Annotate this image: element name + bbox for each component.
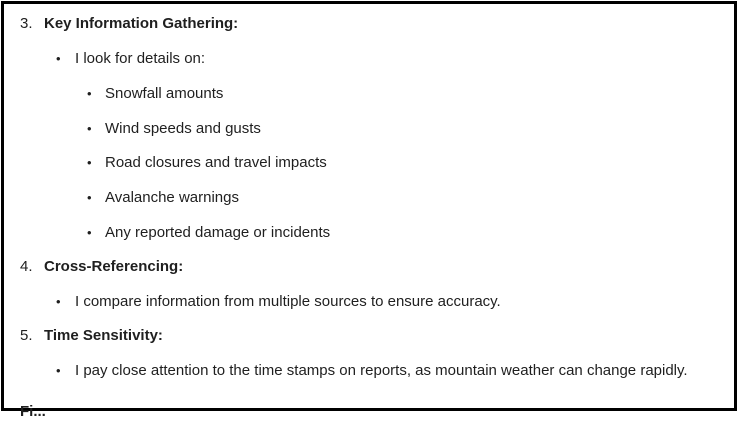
bullet-text: I look for details on: xyxy=(75,50,206,67)
list-number: 4. xyxy=(20,258,33,275)
list-number: 5. xyxy=(20,327,33,344)
bullet-text: I pay close attention to the time stamps on reports, as mountain weather can change rapidly. xyxy=(75,362,688,379)
section-heading: Time Sensitivity: xyxy=(44,327,163,344)
content-frame xyxy=(1,1,737,420)
bullet-glyph: • xyxy=(87,190,92,205)
bullet-glyph: • xyxy=(87,121,92,136)
bullet-text: I compare information from multiple sources to ensure accuracy. xyxy=(75,293,501,310)
sub-bullet-text: Avalanche warnings xyxy=(105,189,239,206)
sub-bullet-text: Any reported damage or incidents xyxy=(105,224,331,241)
bullet-glyph: • xyxy=(87,225,92,240)
bullet-glyph: • xyxy=(56,51,61,66)
bullet-glyph: • xyxy=(56,294,61,309)
bullet-glyph: • xyxy=(87,86,92,101)
sub-bullet-text: Snowfall amounts xyxy=(105,85,224,102)
bullet-glyph: • xyxy=(56,363,61,378)
list-number: 3. xyxy=(20,15,33,32)
sub-bullet-text: Wind speeds and gusts xyxy=(105,120,261,137)
section-heading: Cross-Referencing: xyxy=(44,258,184,275)
bullet-glyph: • xyxy=(87,155,92,170)
cutoff-heading: Fi... xyxy=(20,403,46,420)
sub-bullet-text: Road closures and travel impacts xyxy=(105,154,327,171)
section-heading: Key Information Gathering: xyxy=(44,15,239,32)
